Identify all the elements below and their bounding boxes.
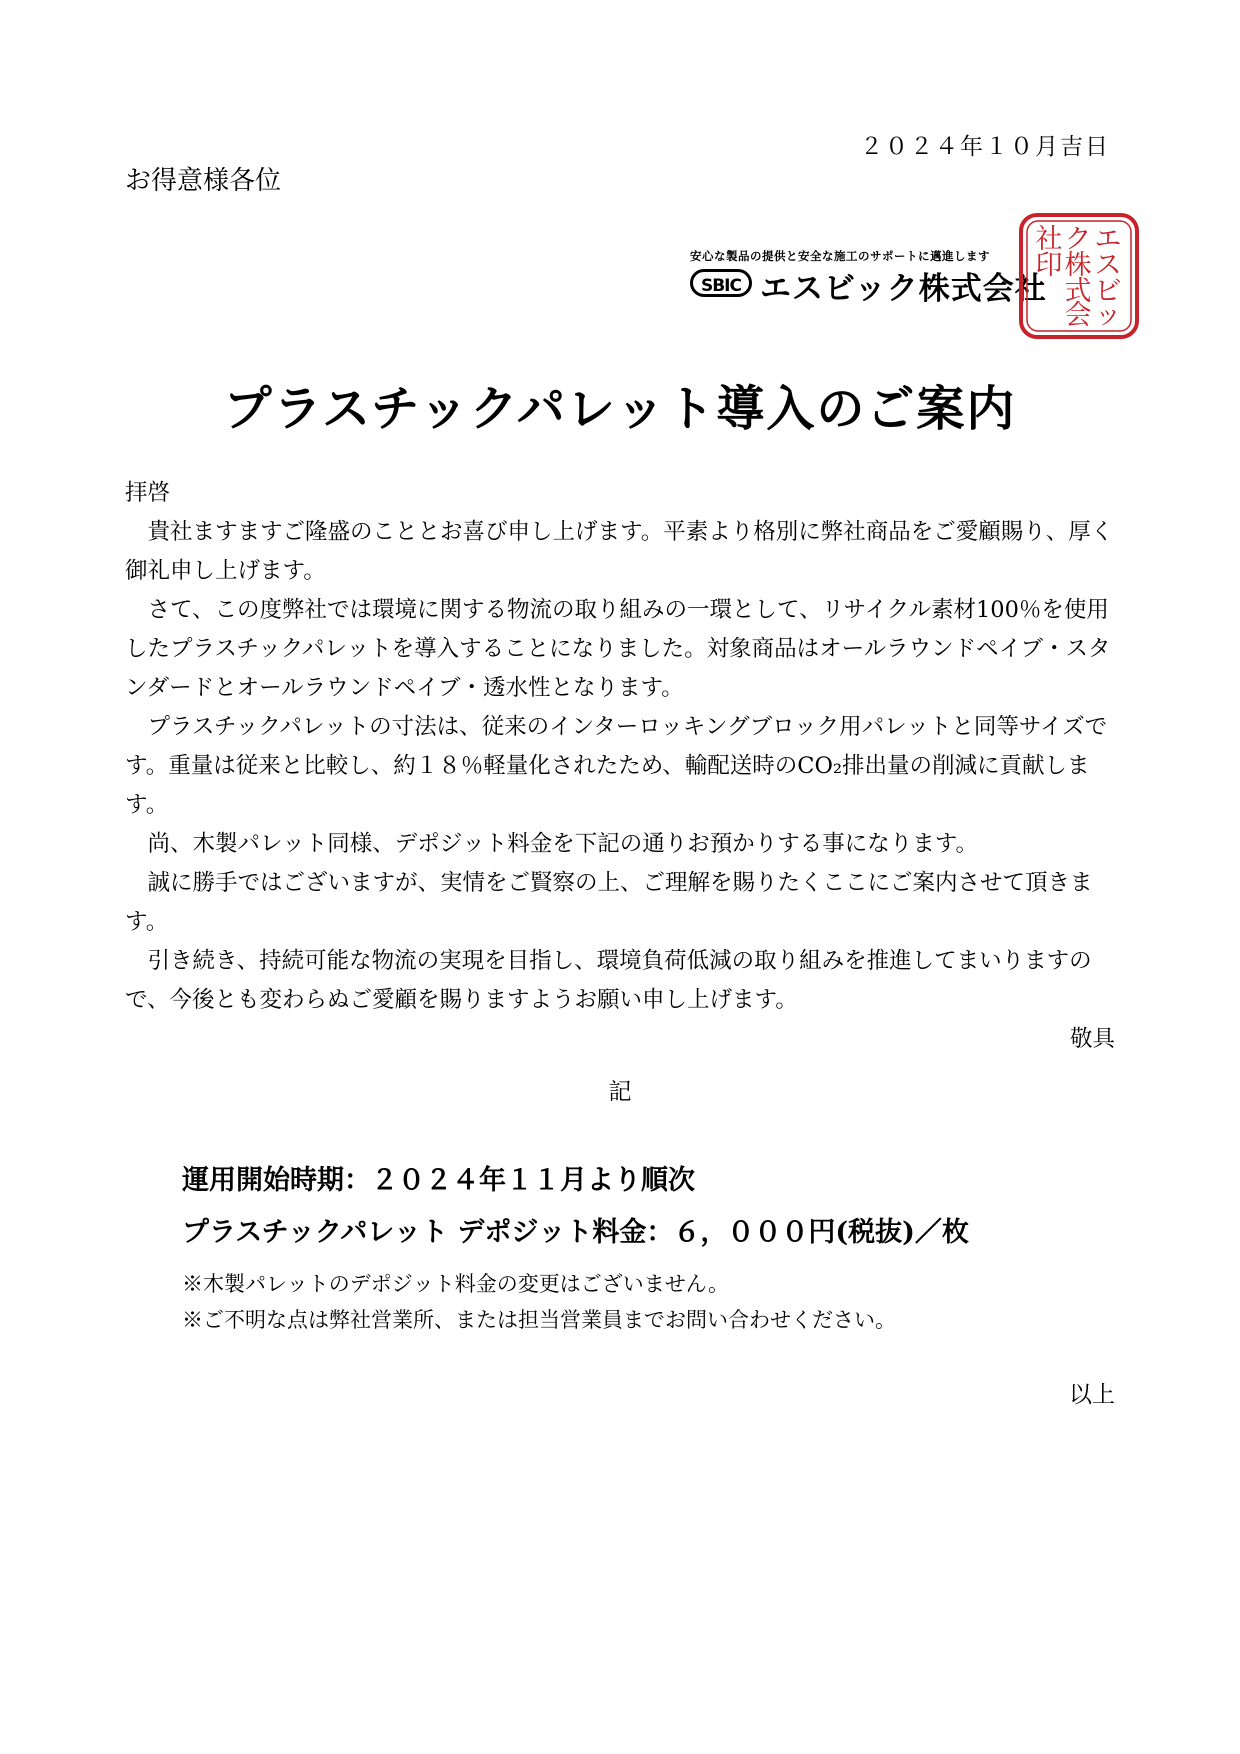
letter-body (125, 474, 1115, 1059)
seal-character: エ (1094, 224, 1122, 255)
addressee: お得意様各位 (125, 166, 282, 196)
deposit-fee: プラスチックパレット デポジット料金：６，０００円(税抜)／枚 (182, 1217, 969, 1248)
body-paragraph: 尚、木製パレット同様、デポジット料金を下記の通りお預かりする事になります。 (147, 831, 978, 857)
document-end: 以上 (1069, 1382, 1115, 1408)
closing-salutation: 敬具 (1069, 1026, 1115, 1052)
seal-character: 会 (1064, 300, 1092, 331)
note-item: ※木製パレットのデポジット料金の変更はございません。 (182, 1272, 730, 1296)
record-header: 記 (608, 1079, 632, 1105)
seal-character: ス (1094, 250, 1122, 281)
opening-salutation: 拝啓 (125, 480, 171, 506)
seal-character: 社 (1035, 224, 1063, 255)
document-date: ２０２４年１０月吉日 (860, 134, 1110, 160)
note-item: ※ご不明な点は弊社営業所、または担当営業員までお問い合わせください。 (182, 1308, 896, 1332)
start-period: 運用開始時期：２０２４年１１月より順次 (182, 1165, 695, 1196)
document-title: プラスチックパレット導入のご案内 (223, 381, 1017, 437)
seal-character: 式 (1064, 276, 1092, 307)
company-seal (1018, 212, 1140, 340)
body-paragraph: 引き続き、持続可能な物流の実現を目指し、環境負荷低減の取り組みを推進してまいりますので、今後とも変わらぬご愛顧を賜りますようお願い申し上げます。 (125, 948, 1092, 1013)
company-name: エスビック株式会社 (760, 271, 1047, 307)
seal-character: 株 (1064, 250, 1092, 281)
body-paragraph: プラスチックパレットの寸法は、従来のインターロッキングブロック用パレットと同等サイズです。重量は従来と比較し、約１８％軽量化されたため、輸配送時のCO₂排出量の削減に貢献します。 (125, 714, 1108, 818)
company-tagline: 安心な製品の提供と安全な施工のサポートに邁進します (690, 249, 990, 263)
seal-character: 印 (1035, 250, 1063, 281)
seal-character: ッ (1094, 300, 1122, 331)
body-paragraph: 貴社ますますご隆盛のこととお喜び申し上げます。平素より格別に弊社商品をご愛顧賜り、厚く御礼申し上げます。 (125, 519, 1114, 584)
company-logo-mark: SBIC (690, 269, 752, 297)
seal-character: ク (1064, 224, 1092, 255)
seal-character: ビ (1094, 276, 1122, 307)
body-paragraph: さて、この度弊社では環境に関する物流の取り組みの一環として、リサイクル素材100％を使用したプラスチックパレットを導入することになりました。対象商品はオールラウンドペイブ・スタンダードとオールラウンドペイブ・透水性となります。 (125, 597, 1111, 701)
body-paragraph: 誠に勝手ではございますが、実情をご賢察の上、ご理解を賜りたくここにご案内させて頂きます。 (125, 870, 1093, 935)
